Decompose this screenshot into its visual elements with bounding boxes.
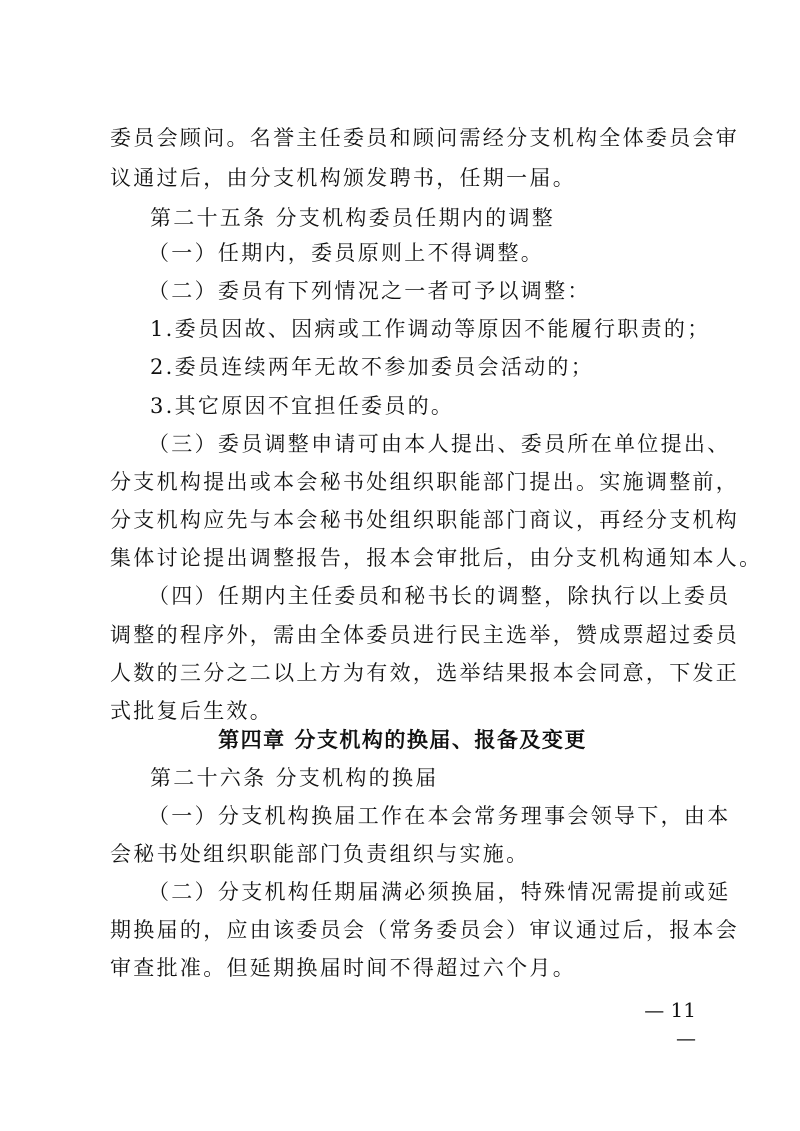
article-heading: 第二十六条 分支机构的换届 [150,766,439,790]
text-line: 议通过后，由分支机构颁发聘书，任期一届。 [110,166,576,190]
text-line: （二）分支机构任期届满必须换届，特殊情况需提前或延 [148,880,731,904]
text-line: （二）委员有下列情况之一者可予以调整： [148,279,591,303]
text-line: 人数的三分之二以上方为有效，选举结果报本会同意，下发正 [110,661,740,685]
text-line: 调整的程序外，需由全体委员进行民主选举，赞成票超过委员 [110,623,740,647]
text-line: 式批复后生效。 [110,699,274,723]
article-heading: 第二十五条 分支机构委员任期内的调整 [150,206,556,230]
text-line: （四）任期内主任委员和秘书长的调整，除执行以上委员 [148,584,731,608]
list-item: 3.其它原因不宜担任委员的。 [150,394,455,418]
text-line: 审查批准。但延期换届时间不得超过六个月。 [110,956,576,980]
list-item: 2.委员连续两年无故不参加委员会活动的； [150,355,595,379]
page-number: — 11 — [644,998,696,1050]
text-line: 分支机构提出或本会秘书处组织职能部门提出。实施调整前， [110,470,740,494]
text-line: 集体讨论提出调整报告，报本会审批后，由分支机构通知本人。 [110,546,763,570]
text-line: 会秘书处组织职能部门负责组织与实施。 [110,842,530,866]
text-line: （三）委员调整申请可由本人提出、委员所在单位提出、 [148,432,731,456]
text-line: 委员会顾问。名誉主任委员和顾问需经分支机构全体委员会审 [110,126,740,150]
text-line: 分支机构应先与本会秘书处组织职能部门商议，再经分支机构 [110,508,740,532]
chapter-heading: 第四章 分支机构的换届、报备及变更 [218,728,587,752]
text-line: 期换届的，应由该委员会（常务委员会）审议通过后，报本会 [110,918,740,942]
text-line: （一）任期内，委员原则上不得调整。 [148,241,545,265]
list-item: 1.委员因故、因病或工作调动等原因不能履行职责的； [150,317,711,341]
text-line: （一）分支机构换届工作在本会常务理事会领导下，由本 [148,804,731,828]
